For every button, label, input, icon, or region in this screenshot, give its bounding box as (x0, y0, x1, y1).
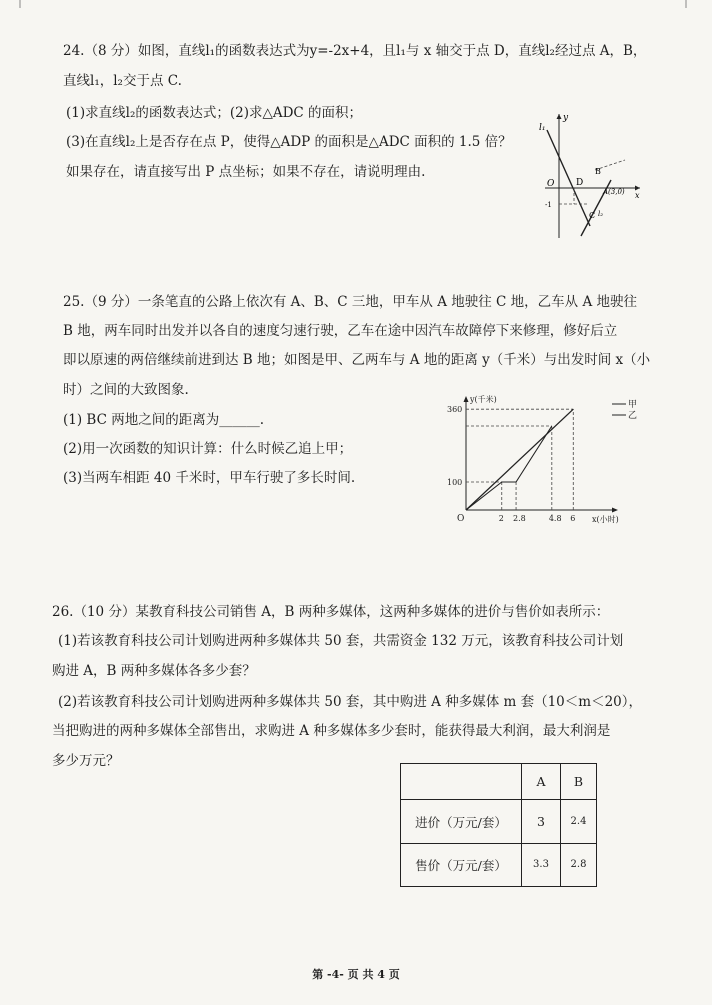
y-axis-arrow (557, 114, 562, 119)
table-header-cell: A (522, 764, 561, 800)
row-label: 进价（万元/套） (401, 800, 522, 843)
row-label: 售价（万元/套） (401, 843, 522, 886)
table-header-cell: B (561, 764, 597, 800)
table-header-row (401, 764, 597, 800)
q24-line-4: (3)在直线l₂上是否存在点 P，使得△ADP 的面积是△ADC 面积的 1.5 倍？ (66, 134, 512, 150)
q26-line-2: (1)若该教育科技公司计划购进两种多媒体共 50 套，共需资金 132 万元，该教育科技公司计划 (58, 633, 624, 649)
q26-line-3: 购进 A，B 两种多媒体各多少套？ (52, 663, 256, 679)
q25-line-6: (2)用一次函数的知识计算：什么时候乙追上甲； (63, 441, 353, 457)
q25-line-2: B 地，两车同时出发并以各自的速度匀速行驶，乙车在途中因汽车故障停下来修理，修好后立 (63, 323, 618, 339)
y-axis-label: y(千米) (470, 395, 497, 404)
legend-label: 乙 (628, 411, 638, 421)
table-row (401, 843, 597, 886)
y-axis-arrow (464, 396, 469, 402)
label-neg1: -1 (545, 201, 552, 209)
x-tick-label: 6 (570, 514, 576, 523)
label-d: D (576, 178, 584, 188)
q25-line-3: 即以原速的两倍继续前进到达 B 地；如图是甲、乙两车与 A 地的距离 y（千米）与出发时间 x（小 (63, 352, 651, 368)
q24-line-3: (1)求直线l₂的函数表达式；(2)求△ADC 的面积； (66, 105, 363, 121)
x-tick-label: 2.8 (513, 514, 526, 523)
label-x: x (635, 191, 640, 200)
y-tick-label: 100 (447, 478, 463, 487)
cell-b: 2.4 (561, 800, 597, 843)
q24-line-5: 如果存在，请直接写出 P 点坐标；如果不存在，请说明理由. (66, 164, 426, 180)
x-axis-arrow (635, 186, 640, 191)
q25-line-4: 时）之间的大致图象. (63, 382, 189, 398)
legend-label: 甲 (628, 400, 638, 410)
q26-line-6: 多少万元？ (52, 753, 120, 769)
line-l1 (547, 130, 590, 226)
q25-distance-time-chart (440, 390, 660, 525)
x-tick-label: 4.8 (548, 514, 562, 523)
cell-a: 3.3 (522, 843, 561, 886)
q25-line-7: (3)当两车相距 40 千米时，甲车行驶了多长时间. (63, 470, 356, 486)
label-l1: l₁ (539, 123, 546, 133)
y-tick-label: 360 (447, 405, 463, 415)
label-b: B (595, 167, 601, 176)
x-tick-label: O (457, 514, 465, 524)
top-scan-edge (0, 0, 712, 8)
q24-line-2: 直线l₁，l₂交于点 C. (63, 73, 182, 89)
q26-line-5: 当把购进的两种多媒体全部售出，求购进 A 种多媒体多少套时，能获得最大利润，最大利润是 (52, 723, 611, 739)
cell-b: 2.8 (561, 843, 597, 886)
label-a: A(3,0) (603, 188, 625, 196)
label-o: O (547, 179, 555, 189)
q26-line-1: 26.（10 分）某教育科技公司销售 A，B 两种多媒体，这两种多媒体的进价与售价如表所示： (52, 604, 610, 620)
series-line (466, 409, 573, 510)
q25-line-5: (1) BC 两地之间的距离为______. (63, 412, 264, 428)
table-row (401, 800, 597, 843)
cell-a: 3 (522, 800, 561, 843)
q26-line-4: (2)若该教育科技公司计划购进两种多媒体共 50 套，其中购进 A 种多媒体 m 套（10＜m＜20）， (58, 694, 643, 710)
x-axis-arrow (612, 508, 618, 513)
q25-line-1: 25.（9 分）一条笔直的公路上依次有 A、B、C 三地，甲车从 A 地驶往 C 地，乙车从 A 地驶往 (63, 294, 638, 310)
x-tick-label: 2 (498, 514, 504, 523)
page-footer: 第 -4- 页 共 4 页 (312, 968, 400, 981)
label-y: y (563, 113, 569, 123)
table-header-cell (401, 764, 522, 800)
label-c: C (589, 211, 596, 220)
label-l2: l₂ (598, 210, 604, 218)
price-table (400, 763, 597, 887)
q24-line-1: 24.（8 分）如图，直线l₁的函数表达式为y=-2x+4，且l₁与 x 轴交于点 D，直线l₂经过点 A，B， (63, 43, 647, 59)
x-axis-label: x(小时) (592, 515, 619, 524)
q24-figure (525, 108, 645, 243)
